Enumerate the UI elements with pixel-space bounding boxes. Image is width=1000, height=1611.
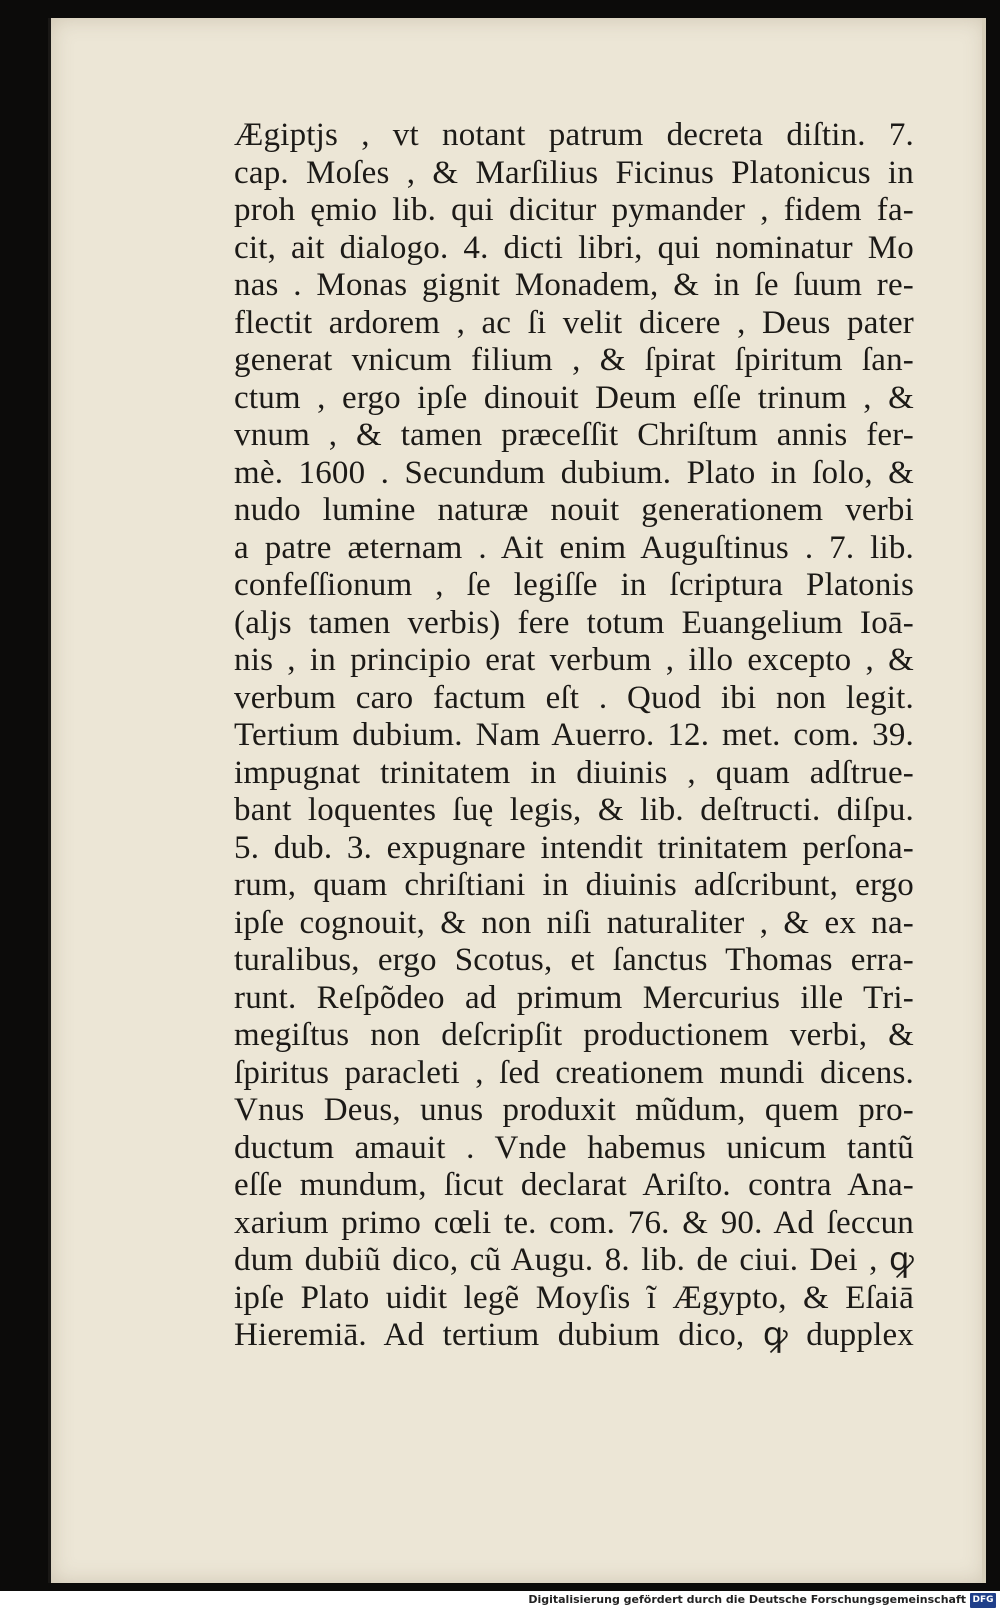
text-line: Ægiptjs , vt notant patrum decreta diſtin. 7. [234,117,914,153]
dfg-logo-icon: DFG [970,1593,996,1608]
text-line: Tertium dubium. Nam Auerro. 12. met. com. 39. [234,717,914,753]
text-line: verbum caro factum eſt . Quod ibi non legit. [234,679,914,716]
text-line: Hieremiā. Ad tertium dubium dico, ꝙ dupplex [234,1317,914,1353]
text-line: confeſſionum , ſe legiſſe in ſcriptura Platonis [234,567,914,603]
text-line: cit, ait dialogo. 4. dicti libri, qui nominatur Mo [234,229,914,266]
text-line: proh ęmio lib. qui dicitur pymander , fidem fa- [234,192,914,228]
text-line: ctum , ergo ipſe dinouit Deum eſſe trinum , & [234,379,914,416]
text-line: generat vnicum filium , & ſpirat ſpiritum ſan- [234,342,914,378]
text-line: ſpiritus paracleti , ſed creationem mundi dicens. [234,1054,914,1091]
text-line: turalibus, ergo Scotus, et ſanctus Thomas erra- [234,942,914,978]
footer-bar [0,1591,1000,1611]
text-line: a patre æternam . Ait enim Auguſtinus . 7. lib. [234,529,914,566]
text-line: (aljs tamen verbis) fere totum Euangelium Ioā- [234,604,914,641]
text-line: 5. dub. 3. expugnare intendit trinitatem perſona- [234,829,914,866]
body-text [234,117,914,1355]
text-line: mè. 1600 . Secundum dubium. Plato in ſolo, & [234,454,914,491]
text-line: cap. Moſes , & Marſilius Ficinus Platonicus in [234,154,914,191]
text-line: impugnat trinitatem in diuinis , quam adſtrue- [234,754,914,791]
text-line: eſſe mundum, ſicut declarat Ariſto. contra Ana- [234,1167,914,1203]
text-line: dum dubiũ dico, cũ Augu. 8. lib. de ciui. Dei , ꝙ [234,1242,914,1278]
text-line: nas . Monas gignit Monadem, & in ſe ſuum re- [234,267,914,303]
text-line: nis , in principio erat verbum , illo excepto , & [234,642,914,678]
footer-credit: Digitalisierung gefördert durch die Deutsche Forschungsgemeinschaft [528,1593,966,1606]
text-line: ipſe Plato uidit legẽ Moyſis ĩ Ægypto, & Eſaiā [234,1279,914,1316]
text-line: nudo lumine naturæ nouit generationem verbi [234,492,914,528]
text-line: megiſtus non deſcripſit productionem verbi, & [234,1017,914,1053]
text-line: flectit ardorem , ac ſi velit dicere , Deus pater [234,304,914,341]
text-line: runt. Reſpõdeo ad primum Mercurius ille Tri- [234,979,914,1016]
page-edge [982,18,986,1583]
text-line: ductum amauit . Vnde habemus unicum tantũ [234,1129,914,1166]
book-page [48,18,986,1583]
text-line: Vnus Deus, unus produxit mũdum, quem pro- [234,1092,914,1128]
text-line: vnum , & tamen præceſſit Chriſtum annis fer- [234,417,914,453]
text-line: rum, quam chriſtiani in diuinis adſcribunt, ergo [234,867,914,903]
text-line: xarium primo cœli te. com. 76. & 90. Ad ſeccun [234,1204,914,1241]
text-line: bant loquentes ſuę legis, & lib. deſtructi. diſpu. [234,792,914,828]
text-line: ipſe cognouit, & non niſi naturaliter , & ex na- [234,904,914,941]
